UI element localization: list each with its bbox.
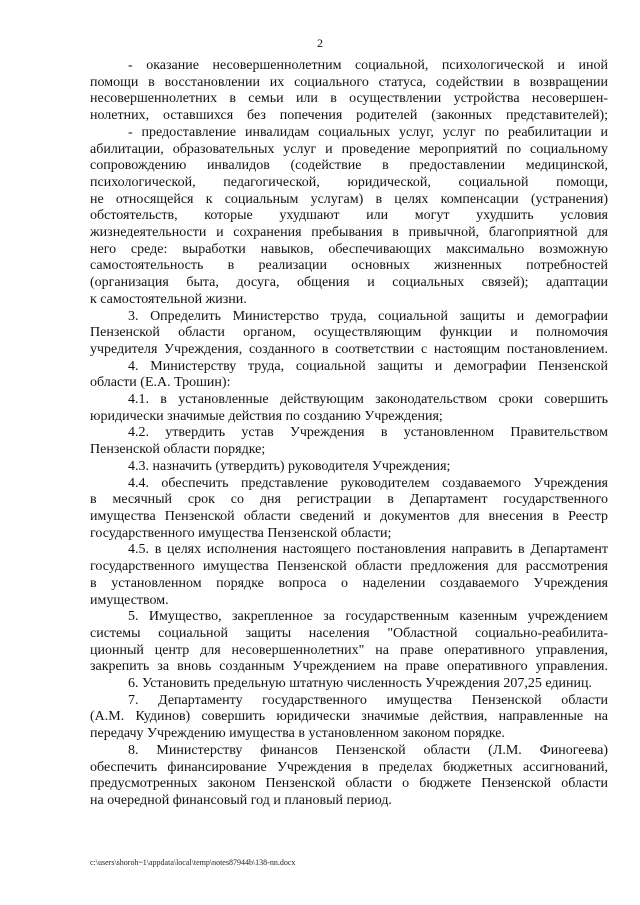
text-line: него среде: выработки навыков, обеспечивающих максимально возможную — [90, 241, 608, 257]
text-line: в установленном порядке вопроса о наделении создаваемого Учреждения — [90, 575, 608, 591]
page-number: 2 — [317, 36, 323, 50]
text-line: 7. Департаменту государственного имущества Пензенской области — [128, 692, 608, 708]
text-line: (организация быта, досуга, общения и социальных связей); адаптации — [90, 275, 608, 291]
text-line: в месячный срок со дня регистрации в Департамент государственного — [90, 492, 608, 508]
text-line: сопровождению инвалидов (содействие в предоставлении медицинской, — [90, 158, 608, 174]
text-line: системы социальной защиты населения "Областной социально-реабилита- — [90, 625, 608, 641]
text-line: имущества Пензенской области сведений и документов для внесения в Реестр — [90, 508, 608, 524]
text-line: 4.3. назначить (утвердить) руководителя Учреждения; — [128, 458, 451, 474]
text-line: жизнедеятельности и сохранения пребывания в привычной, благоприятной для — [90, 225, 608, 241]
text-line: абилитации, образовательных услуг и проведение мероприятий по социальному — [90, 141, 608, 157]
text-line: 3. Определить Министерство труда, социальной защиты и демографии — [128, 308, 608, 324]
document-body — [90, 58, 608, 810]
text-line: 6. Установить предельную штатную численность Учреждения 207,25 единиц. — [128, 676, 592, 692]
text-line: закрепить за вновь созданным Учреждением на праве оперативного управления. — [90, 659, 608, 675]
text-line: имуществом. — [90, 592, 169, 608]
text-line: 5. Имущество, закрепленное за государственным казенным учреждением — [128, 609, 608, 625]
text-line: психологической, педагогической, юридической, социальной помощи, — [90, 174, 608, 190]
text-line: 8. Министерству финансов Пензенской области (Л.М. Финогеева) — [128, 742, 608, 758]
text-line: самостоятельность в реализации основных жизненных потребностей — [90, 258, 608, 274]
text-line: не относящейся к социальным услугам) в целях компенсации (устранения) — [90, 191, 608, 207]
text-line: - предоставление инвалидам социальных услуг, услуг по реабилитации и — [128, 124, 608, 140]
text-line: обеспечить финансирование Учреждения в пределах бюджетных ассигнований, — [90, 759, 608, 775]
text-line: учредителя Учреждения, созданного в соответствии с настоящим постановлением. — [90, 341, 608, 357]
text-line: 4. Министерству труда, социальной защиты и демографии Пензенской — [128, 358, 608, 374]
text-line: государственного имущества Пензенской области; — [90, 525, 392, 541]
text-line: области (Е.А. Трошин): — [90, 375, 231, 391]
text-line: 4.1. в установленные действующим законодательством сроки совершить — [128, 392, 608, 408]
text-line: ционный центр для несовершеннолетних" на праве оперативного управления, — [90, 642, 608, 658]
text-line: - оказание несовершеннолетним социальной, психологической и иной — [128, 58, 608, 73]
text-line: передачу Учреждению имущества в установленном законом порядке. — [90, 726, 506, 742]
text-line: обстоятельств, которые ухудшают или могут ухудшить условия — [90, 208, 608, 224]
text-line: юридически значимые действия по созданию Учреждения; — [90, 408, 443, 424]
text-line: государственного имущества Пензенской области предложения для рассмотрения — [90, 559, 608, 575]
file-path-footer: c:\users\shoroh~1\appdata\local\temp\notes87944b\138-nn.docx — [90, 858, 296, 867]
text-line: к самостоятельной жизни. — [90, 291, 247, 307]
text-line: нолетних, оставшихся без попечения родителей (законных представителей); — [90, 108, 608, 124]
text-line: 4.5. в целях исполнения настоящего постановления направить в Департамент — [128, 542, 608, 558]
text-line: 4.4. обеспечить представление руководителем создаваемого Учреждения — [128, 475, 608, 491]
text-line: предусмотренных законом Пензенской области о бюджете Пензенской области — [90, 776, 608, 792]
text-line: Пензенской области органом, осуществляющим функции и полномочия — [90, 325, 608, 341]
text-line: несовершеннолетних в семьи или в осуществлении устройства несовершен- — [90, 91, 608, 107]
text-line: Пензенской области порядке; — [90, 442, 266, 458]
text-line: на очередной финансовый год и плановый период. — [90, 792, 392, 808]
text-line: 4.2. утвердить устав Учреждения в установленном Правительством — [128, 425, 608, 441]
text-line: (А.М. Кудинов) совершить юридически значимые действия, направленные на — [90, 709, 608, 725]
text-line: помощи в восстановлении их социального статуса, содействии в возвращении — [90, 74, 608, 90]
